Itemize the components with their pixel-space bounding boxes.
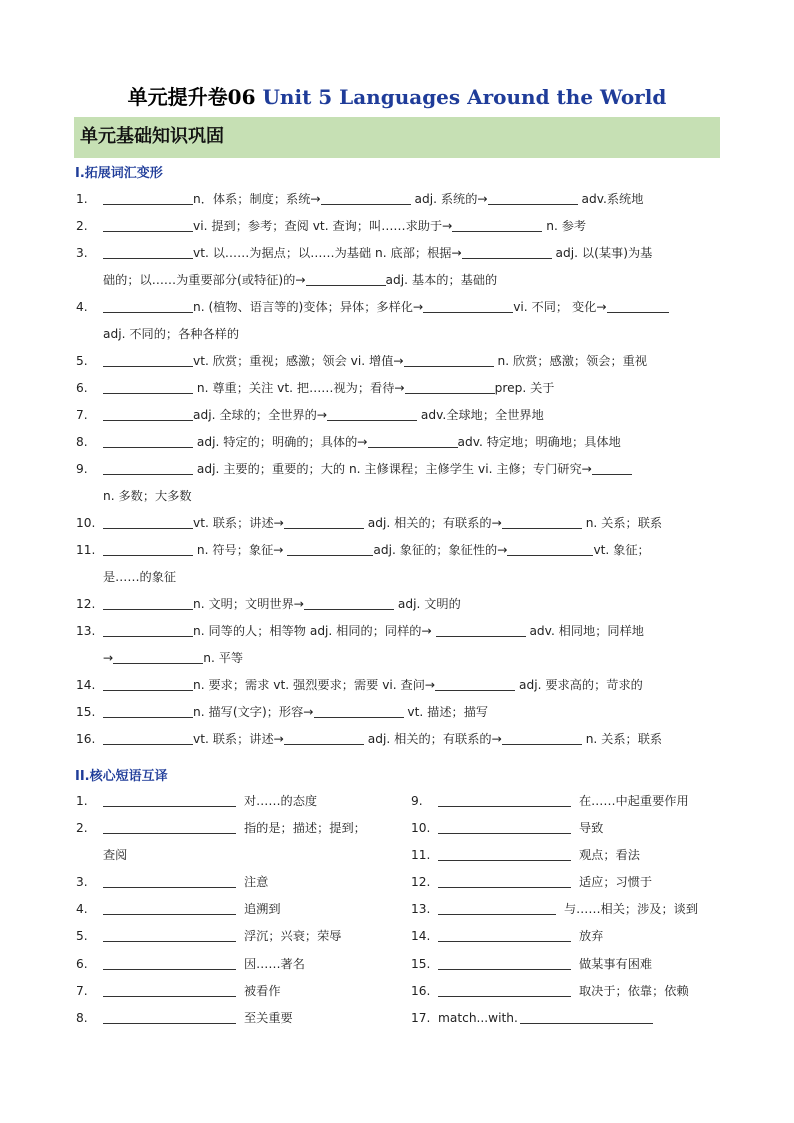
- answer-blank[interactable]: [438, 873, 571, 888]
- answer-blank[interactable]: [507, 541, 593, 556]
- item-text: n. 尊重；关注 vt. 把……视为；看待→: [193, 381, 405, 395]
- vocab-row-continued: [103, 645, 720, 672]
- vocab-row: [76, 294, 720, 321]
- answer-blank[interactable]: [103, 406, 193, 421]
- answer-blank[interactable]: [438, 900, 556, 915]
- phrase-row: [411, 896, 698, 923]
- answer-blank[interactable]: [103, 873, 236, 888]
- item-number: 11.: [411, 848, 431, 862]
- answer-blank[interactable]: [452, 217, 542, 232]
- vocab-row-continued: [103, 267, 720, 294]
- answer-blank[interactable]: [368, 433, 458, 448]
- answer-blank[interactable]: [103, 730, 193, 745]
- vocab-row: [76, 456, 720, 483]
- item-number: 5.: [76, 929, 88, 943]
- vocab-row: [76, 726, 720, 753]
- answer-blank[interactable]: [592, 460, 632, 475]
- phrase-text: 在……中起重要作用: [579, 794, 689, 808]
- phrase-text: 追溯到: [244, 902, 281, 916]
- item-text: n. 要求；需求 vt. 强烈要求；需要 vi. 查问→: [193, 678, 436, 692]
- answer-blank[interactable]: [438, 955, 571, 970]
- item-number: 13.: [411, 902, 431, 916]
- item-number: 15.: [411, 957, 431, 971]
- item-text: adj. 基本的；基础的: [385, 273, 498, 287]
- phrase-row: [411, 978, 689, 1005]
- phrase-row: [76, 951, 305, 978]
- item-text: adj. 文明的: [394, 597, 461, 611]
- answer-blank[interactable]: [103, 298, 193, 313]
- item-text: n. 关系；联系: [581, 516, 663, 530]
- answer-blank[interactable]: [462, 244, 552, 259]
- item-text: n. 文明；文明世界→: [193, 597, 304, 611]
- item-text: adv. 特定地；明确地；具体地: [457, 435, 621, 449]
- item-text: vt. 欣赏；重视；感激；领会 vi. 增值→: [193, 354, 404, 368]
- item-text: n．体系；制度；系统→: [193, 192, 321, 206]
- item-text: vt. 以……为据点；以……为基础 n. 底部；根据→: [193, 246, 462, 260]
- phrase-row: [76, 869, 268, 896]
- item-number: 16.: [411, 984, 431, 998]
- item-number: 5.: [76, 354, 88, 368]
- item-text: vi. 不同； 变化→: [513, 300, 607, 314]
- item-text: prep. 关于: [494, 381, 555, 395]
- phrase-row: [76, 1005, 293, 1032]
- item-text: adj. 特定的；明确的；具体的→: [193, 435, 368, 449]
- answer-blank[interactable]: [103, 792, 236, 807]
- item-text: adv.全球地；全世界地: [417, 408, 544, 422]
- item-number: 6.: [76, 957, 88, 971]
- answer-blank[interactable]: [103, 244, 193, 259]
- answer-blank[interactable]: [436, 622, 526, 637]
- item-number: 7.: [76, 984, 88, 998]
- answer-blank[interactable]: [327, 406, 417, 421]
- item-text: adj. 以(某事)为基: [551, 246, 653, 260]
- answer-blank[interactable]: [103, 190, 193, 205]
- item-number: 9.: [76, 462, 88, 476]
- vocab-row: [76, 186, 720, 213]
- vocab-row: [76, 375, 720, 402]
- item-text: 础的；以……为重要部分(或特征)的→: [103, 273, 306, 287]
- vocab-row: [76, 672, 720, 699]
- item-number: 2.: [76, 219, 88, 233]
- phrase-row: [411, 951, 652, 978]
- arrow-text: →: [103, 651, 114, 665]
- item-text: vt. 描述；描写: [403, 705, 489, 719]
- item-text: adv.系统地: [577, 192, 644, 206]
- answer-blank[interactable]: [438, 982, 571, 997]
- item-text: adj. 相关的；有联系的→: [363, 732, 502, 746]
- answer-blank[interactable]: [103, 955, 236, 970]
- item-number: 3.: [76, 246, 88, 260]
- item-number: 15.: [76, 705, 96, 719]
- phrase-row: [411, 815, 603, 842]
- section-banner: [74, 117, 720, 158]
- item-number: 12.: [411, 875, 431, 889]
- answer-blank[interactable]: [113, 649, 203, 664]
- item-text: adj. 要求高的；苛求的: [515, 678, 643, 692]
- answer-blank[interactable]: [520, 1009, 653, 1024]
- phrase-text: 查阅: [103, 848, 128, 862]
- vocab-row: [76, 510, 720, 537]
- answer-blank[interactable]: [103, 433, 193, 448]
- item-number: 10.: [76, 516, 96, 530]
- answer-blank[interactable]: [314, 703, 404, 718]
- item-text: n. 欣赏；感激；领会；重视: [493, 354, 648, 368]
- item-text: n. 同等的人；相等物 adj. 相同的；同样的→: [193, 624, 436, 638]
- item-number: 12.: [76, 597, 96, 611]
- answer-blank[interactable]: [284, 730, 364, 745]
- answer-blank[interactable]: [488, 190, 578, 205]
- title-chinese: 单元提升卷06: [127, 85, 256, 109]
- answer-blank[interactable]: [103, 514, 193, 529]
- phrase-text: 做某事有困难: [579, 957, 653, 971]
- answer-blank[interactable]: [405, 379, 495, 394]
- vocab-row: [76, 429, 720, 456]
- answer-blank[interactable]: [103, 703, 193, 718]
- answer-blank[interactable]: [103, 622, 193, 637]
- item-number: 1.: [76, 192, 88, 206]
- item-text: vt. 象征；: [593, 543, 650, 557]
- item-text: adj. 全球的；全世界的→: [193, 408, 328, 422]
- phrase-text: 导致: [579, 821, 604, 835]
- item-text: adj. 象征的；象征性的→: [373, 543, 508, 557]
- item-text: adj. 系统的→: [410, 192, 488, 206]
- phrase-text: 对……的态度: [244, 794, 318, 808]
- phrase-text: 注意: [244, 875, 269, 889]
- answer-blank[interactable]: [287, 541, 373, 556]
- item-text: adv. 相同地；同样地: [525, 624, 644, 638]
- phrase-row: [411, 788, 689, 815]
- phrase-text: 因……著名: [244, 957, 305, 971]
- item-text: vt. 联系；讲述→: [193, 516, 284, 530]
- item-number: 6.: [76, 381, 88, 395]
- vocab-row: [76, 591, 720, 618]
- vocab-row-continued: [103, 483, 720, 510]
- item-text: n. 参考: [542, 219, 587, 233]
- item-number: 8.: [76, 1011, 88, 1025]
- answer-blank[interactable]: [103, 217, 193, 232]
- phrase-text: 至关重要: [244, 1011, 293, 1025]
- answer-blank[interactable]: [103, 982, 236, 997]
- item-text: vi. 提到；参考；查阅 vt. 查询；叫……求助于→: [193, 219, 453, 233]
- banner-text: 单元基础知识巩固: [80, 126, 224, 147]
- phrase-text: 指的是；描述；提到；: [244, 821, 366, 835]
- item-text: n. 关系；联系: [581, 732, 663, 746]
- answer-blank[interactable]: [438, 927, 571, 942]
- answer-blank[interactable]: [103, 379, 193, 394]
- page-title: [0, 83, 794, 111]
- item-text: adj. 相关的；有联系的→: [363, 516, 502, 530]
- item-number: 8.: [76, 435, 88, 449]
- item-number: 4.: [76, 902, 88, 916]
- phrase-row: [76, 923, 342, 950]
- answer-blank[interactable]: [103, 460, 193, 475]
- answer-blank[interactable]: [103, 900, 236, 915]
- vocab-row-continued: [103, 321, 720, 348]
- item-text: 是……的象征: [103, 570, 177, 584]
- answer-blank[interactable]: [502, 730, 582, 745]
- item-number: 14.: [411, 929, 431, 943]
- phrase-text: match...with.: [438, 1011, 518, 1025]
- answer-blank[interactable]: [502, 514, 582, 529]
- section1-title: I.拓展词汇变形: [75, 166, 163, 181]
- item-number: 7.: [76, 408, 88, 422]
- item-number: 9.: [411, 794, 423, 808]
- item-text: n. 描写(文字)；形容→: [193, 705, 314, 719]
- item-number: 1.: [76, 794, 88, 808]
- item-number: 14.: [76, 678, 96, 692]
- answer-blank[interactable]: [423, 298, 513, 313]
- phrase-text: 被看作: [244, 984, 281, 998]
- item-number: 4.: [76, 300, 88, 314]
- phrase-row: [76, 788, 317, 815]
- vocab-row: [76, 402, 720, 429]
- answer-blank[interactable]: [404, 352, 494, 367]
- phrase-row-continued: [103, 842, 127, 869]
- item-text: n. 符号；象征→: [193, 543, 288, 557]
- phrase-row: [411, 923, 603, 950]
- phrase-text: 观点；看法: [579, 848, 640, 862]
- answer-blank[interactable]: [438, 846, 571, 861]
- phrase-text: 适应；习惯于: [579, 875, 653, 889]
- section2-title: II.核心短语互译: [75, 769, 168, 784]
- item-number: 2.: [76, 821, 88, 835]
- item-text: n. (植物、语言等的)变体；异体；多样化→: [193, 300, 424, 314]
- item-number: 11.: [76, 543, 96, 557]
- item-text: vt. 联系；讲述→: [193, 732, 284, 746]
- phrase-text: 浮沉；兴衰；荣辱: [244, 929, 342, 943]
- phrase-text: 放弃: [579, 929, 604, 943]
- answer-blank[interactable]: [103, 676, 193, 691]
- phrase-row: [76, 978, 281, 1005]
- phrase-row: [76, 896, 281, 923]
- vocab-row: [76, 537, 720, 564]
- answer-blank[interactable]: [438, 819, 571, 834]
- answer-blank[interactable]: [304, 595, 394, 610]
- answer-blank[interactable]: [103, 352, 193, 367]
- answer-blank[interactable]: [435, 676, 515, 691]
- phrase-text: 与……相关；涉及；谈到: [564, 902, 699, 916]
- answer-blank[interactable]: [438, 792, 571, 807]
- vocab-row: [76, 699, 720, 726]
- answer-blank[interactable]: [607, 298, 669, 313]
- answer-blank[interactable]: [103, 541, 193, 556]
- vocab-row: [76, 618, 720, 645]
- answer-blank[interactable]: [103, 927, 236, 942]
- item-number: 17.: [411, 1011, 431, 1025]
- item-number: 3.: [76, 875, 88, 889]
- phrase-text: 取决于；依靠；依赖: [579, 984, 689, 998]
- item-number: 13.: [76, 624, 96, 638]
- item-text: n. 平等: [203, 651, 244, 665]
- vocab-row: [76, 240, 720, 267]
- answer-blank[interactable]: [306, 271, 386, 286]
- phrase-row: [76, 815, 366, 842]
- answer-blank[interactable]: [284, 514, 364, 529]
- vocab-row-continued: [103, 564, 720, 591]
- answer-blank[interactable]: [103, 595, 193, 610]
- item-number: 16.: [76, 732, 96, 746]
- answer-blank[interactable]: [103, 819, 236, 834]
- answer-blank[interactable]: [103, 1009, 236, 1024]
- phrase-row: [411, 869, 652, 896]
- item-number: 10.: [411, 821, 431, 835]
- item-text: n. 多数；大多数: [103, 489, 192, 503]
- phrase-row: [411, 1005, 661, 1032]
- title-english: Unit 5 Languages Around the World: [262, 85, 667, 109]
- vocab-row: [76, 348, 720, 375]
- item-text: adj. 主要的；重要的；大的 n. 主修课程；主修学生 vi. 主修；专门研究→: [193, 462, 592, 476]
- phrase-row: [411, 842, 640, 869]
- vocab-row: [76, 213, 720, 240]
- item-text: adj. 不同的；各种各样的: [103, 327, 240, 341]
- answer-blank[interactable]: [321, 190, 411, 205]
